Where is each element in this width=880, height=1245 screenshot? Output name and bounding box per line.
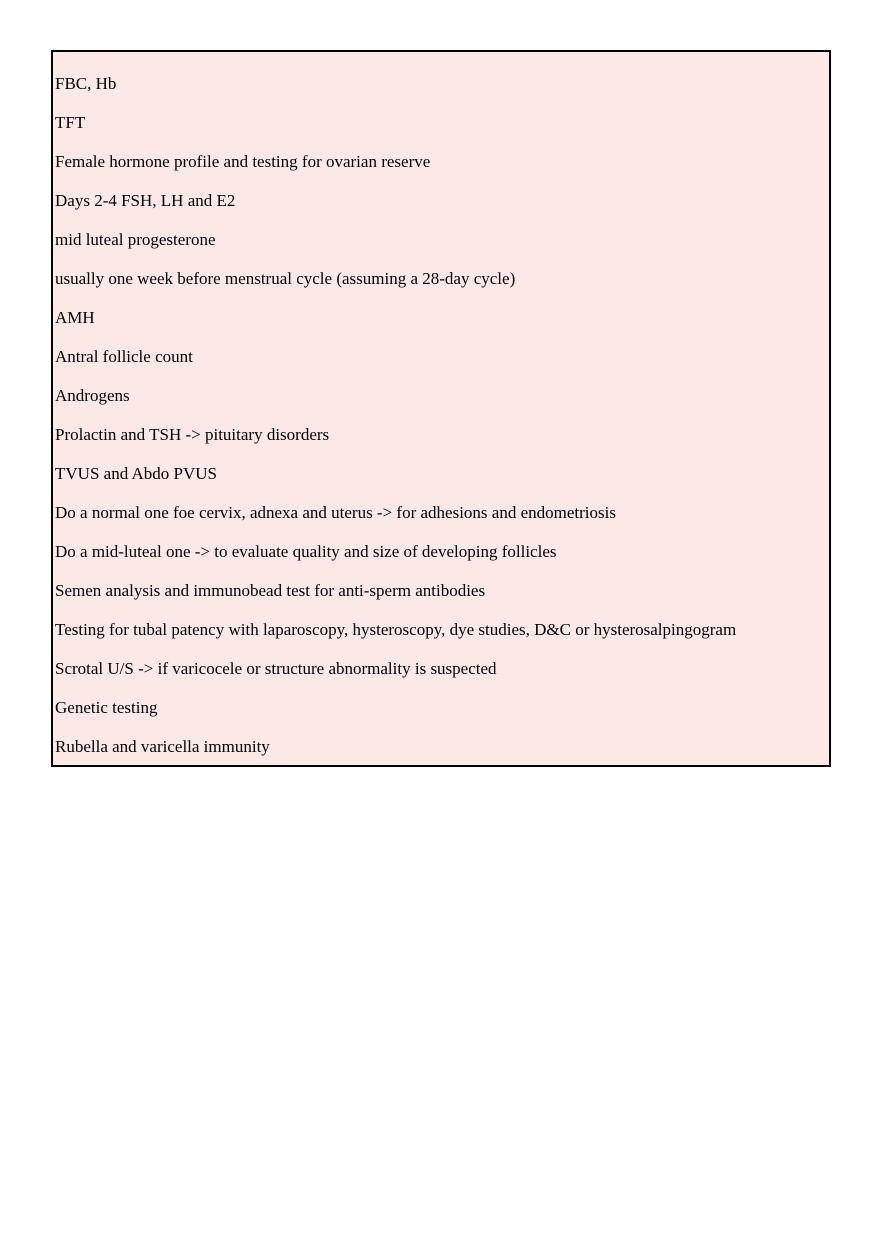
note-list xyxy=(55,70,827,772)
note-line: Testing for tubal patency with laparoscopy, hysteroscopy, dye studies, D&C or hysterosalpingogram xyxy=(55,620,737,639)
note-line: Prolactin and TSH -> pituitary disorders xyxy=(55,425,330,444)
note-line: mid luteal progesterone xyxy=(55,230,216,249)
note-line: TVUS and Abdo PVUS xyxy=(55,464,217,483)
note-line: Do a normal one foe cervix, adnexa and uterus -> for adhesions and endometriosis xyxy=(55,503,616,522)
note-line: Do a mid-luteal one -> to evaluate quality and size of developing follicles xyxy=(55,542,557,561)
note-box xyxy=(51,50,831,767)
note-line: Rubella and varicella immunity xyxy=(55,737,270,756)
note-line: Genetic testing xyxy=(55,698,158,717)
note-line: usually one week before menstrual cycle (assuming a 28-day cycle) xyxy=(55,269,516,288)
note-line: FBC, Hb xyxy=(55,74,117,93)
note-line: Semen analysis and immunobead test for anti-sperm antibodies xyxy=(55,581,486,600)
note-line: Days 2-4 FSH, LH and E2 xyxy=(55,191,236,210)
note-line: TFT xyxy=(55,113,86,132)
note-line: Female hormone profile and testing for ovarian reserve xyxy=(55,152,431,171)
note-line: Scrotal U/S -> if varicocele or structure abnormality is suspected xyxy=(55,659,497,678)
note-line: AMH xyxy=(55,308,95,327)
note-line: Androgens xyxy=(55,386,130,405)
note-line: Antral follicle count xyxy=(55,347,193,366)
